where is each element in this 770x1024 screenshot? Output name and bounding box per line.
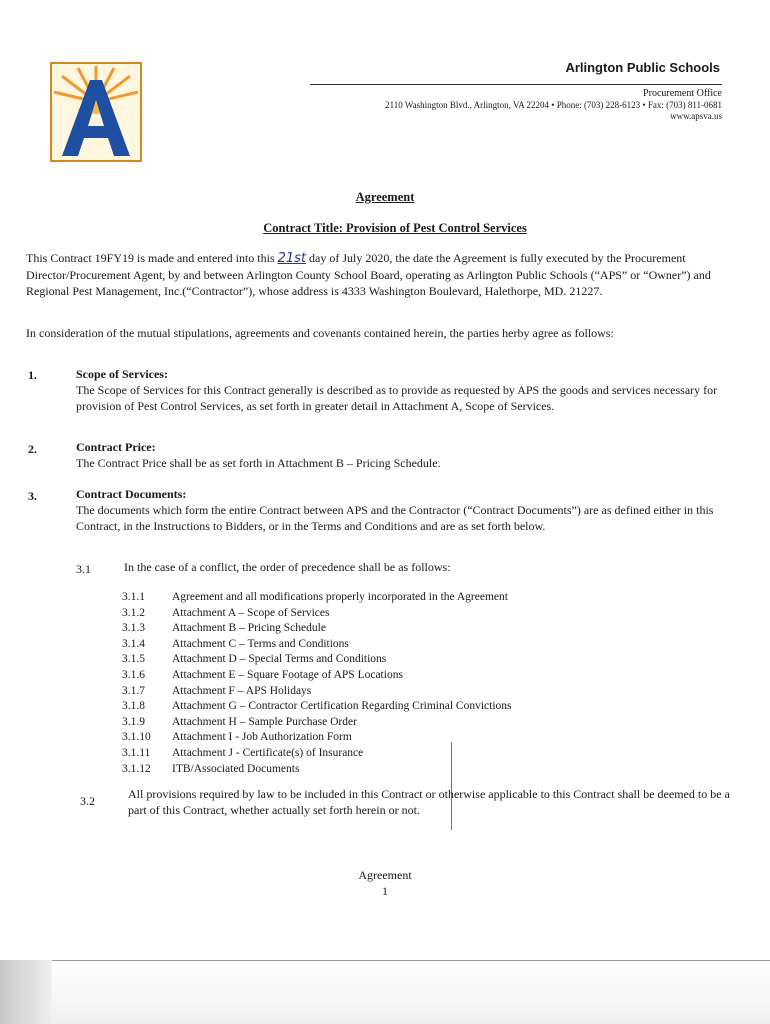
aps-logo-icon (50, 62, 142, 162)
document-title: Agreement (355, 190, 415, 204)
intro-paragraph (26, 250, 728, 299)
section-contract-documents (76, 486, 732, 534)
contract-title: Contract Title: Provision of Pest Control Services (263, 221, 527, 235)
list-item: 3.1.6 Attachment E – Square Footage of APS Locations (122, 668, 403, 681)
list-item: 3.1.11 Attachment J - Certificate(s) of Insurance (122, 746, 364, 759)
subsection-number: 3.2 (80, 794, 95, 808)
scan-corner-shadow (0, 960, 52, 1024)
scan-bottom-shadow (0, 960, 770, 1024)
handwritten-day: 21st (277, 251, 307, 266)
subsection-text: All provisions required by law to be included in this Contract or otherwise applicable to this Contract shall be deemed to be a part of this Contract, whether actually set forth herein or not. (128, 787, 730, 817)
section-heading: Scope of Services: (76, 367, 168, 381)
section-text: The Scope of Services for this Contract generally is described as to provide as requested by APS the goods and services necessary for provision of Pest Control Services, as set forth in greater detail in Attachment A, Scope of Services. (76, 383, 718, 413)
list-item: 3.1.5 Attachment D – Special Terms and Conditions (122, 653, 387, 666)
section-number: 3. (28, 489, 37, 503)
consideration-paragraph: In consideration of the mutual stipulations, agreements and covenants contained herein, the parties herby agree as follows: (26, 326, 614, 340)
list-item: 3.1.2 Attachment A – Scope of Services (122, 606, 330, 619)
section-contract-price (76, 439, 732, 471)
list-item: 3.1.12 ITB/Associated Documents (122, 762, 300, 775)
section-heading: Contract Documents: (76, 487, 187, 501)
section-number: 1. (28, 368, 37, 382)
list-item: 3.1.1 Agreement and all modifications properly incorporated in the Agreement (122, 591, 508, 603)
subsection-number: 3.1 (76, 562, 91, 576)
org-block (565, 60, 720, 75)
org-website: www.apsva.us (670, 111, 722, 121)
list-item: 3.1.3 Attachment B – Pricing Schedule (122, 622, 326, 635)
section-text: The Contract Price shall be as set forth in Attachment B – Pricing Schedule. (76, 456, 441, 470)
intro-text-rest: day of July 2020, the date the Agreement is fully executed by the Procurement Director/Procurement Agent, by and between Arlington County School Board, operating as Arlington Public Schools (“APS” or “Owner”) and Regional Pest Management, Inc.(“Contractor”), whose address is 4333 Washington Boulevard, Halethorpe, MD. 21227. (26, 251, 711, 298)
list-item: 3.1.8 Attachment G – Contractor Certification Regarding Criminal Convictions (122, 700, 512, 713)
section-scope-of-services (76, 366, 732, 414)
section-number: 2. (28, 442, 37, 456)
org-department: Procurement Office (643, 88, 722, 99)
org-name: Arlington Public Schools (565, 60, 720, 75)
header-rule (310, 84, 722, 85)
section-heading: Contract Price: (76, 440, 156, 454)
subsection-text: In the case of a conflict, the order of precedence shall be as follows: (124, 560, 451, 574)
section-text: The documents which form the entire Contract between APS and the Contractor (“Contract Documents”) are as defined either in this Contract, in the Instructions to Bidders, or in the Terms and Conditions and are as set forth below. (76, 503, 714, 533)
list-item: 3.1.7 Attachment F – APS Holidays (122, 684, 312, 697)
intro-text-start: This Contract 19FY19 is made and entered into this (26, 251, 275, 265)
list-item: 3.1.10 Attachment I - Job Authorization Form (122, 731, 352, 744)
list-item: 3.1.9 Attachment H – Sample Purchase Order (122, 715, 357, 728)
org-address: 2110 Washington Blvd., Arlington, VA 22204 • Phone: (703) 228-6123 • Fax: (703) 811-0681 (385, 100, 722, 110)
list-item: 3.1.4 Attachment C – Terms and Conditions (122, 637, 349, 650)
footer-label: Agreement (358, 868, 412, 882)
scan-edge-line (0, 960, 770, 961)
page-number: 1 (382, 884, 388, 898)
precedence-list (122, 590, 512, 777)
